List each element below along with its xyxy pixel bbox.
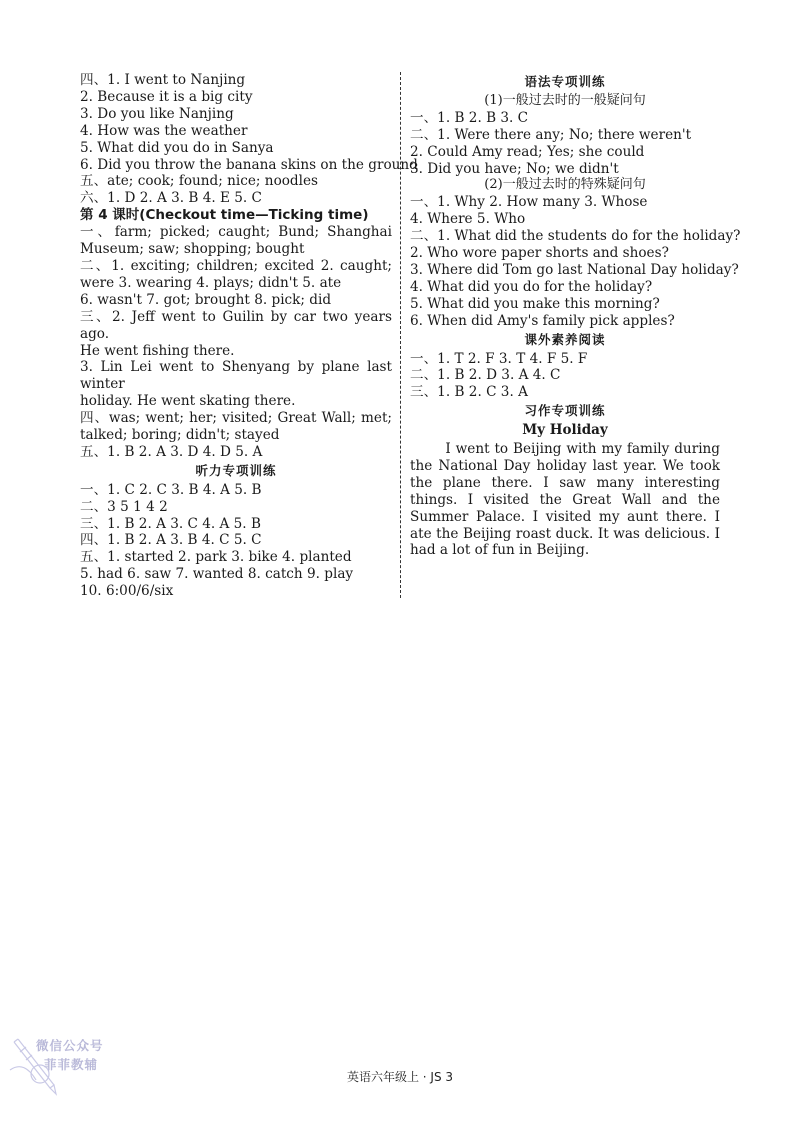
answer-line: 6. Did you throw the banana skins on the ground: [80, 156, 418, 173]
watermark: [6, 1030, 146, 1100]
column-divider: [400, 72, 401, 598]
answer-line: 4. Where 5. Who: [410, 211, 526, 228]
answer-line: 一、farm; picked; caught; Bund; Shanghai: [80, 224, 392, 241]
answer-line: 3. Lin Lei went to Shenyang by plane last winter: [80, 359, 392, 393]
answer-line: 5. What did you make this morning?: [410, 295, 660, 312]
answer-line: 3. Where did Tom go last National Day holiday?: [410, 261, 739, 278]
answer-line: He went fishing there.: [80, 342, 235, 359]
answer-line: holiday. He went skating there.: [80, 393, 296, 410]
left-part3: [80, 482, 392, 600]
watermark-line-2: 菲菲教辅: [44, 1057, 99, 1072]
left-part1: [80, 72, 418, 207]
answer-line: 2. Who wore paper shorts and shoes?: [410, 245, 669, 262]
answer-line: were 3. wearing 4. plays; didn't 5. ate: [80, 274, 342, 291]
watermark-line-1: 微信公众号: [36, 1038, 104, 1053]
answer-line: 五、1. started 2. park 3. bike 4. planted: [80, 549, 352, 566]
answer-line: 6. wasn't 7. got; brought 8. pick; did: [80, 291, 332, 308]
answer-line: 2. Could Amy read; Yes; she could: [410, 143, 645, 160]
answer-line: 10. 6:00/6/six: [80, 583, 174, 600]
answer-line: 一、1. T 2. F 3. T 4. F 5. F: [410, 350, 588, 367]
answer-line: talked; boring; didn't; stayed: [80, 427, 280, 444]
right-part1: [410, 110, 720, 178]
right-part3: [410, 351, 720, 402]
left-part2: [80, 224, 392, 461]
grammar-subheading-1: (1)一般过去时的一般疑问句: [484, 92, 646, 108]
answer-line: 2. Because it is a big city: [80, 88, 253, 105]
page-footer: 英语六年级上 · JS 3: [346, 1070, 454, 1084]
listening-heading: 听力专项训练: [195, 462, 277, 478]
lesson4-heading: 第 4 课时(Checkout time—Ticking time): [80, 207, 369, 224]
answer-line: 5. What did you do in Sanya: [80, 139, 274, 156]
answer-line: 一、1. Why 2. How many 3. Whose: [410, 194, 648, 211]
answer-line: 五、1. B 2. A 3. D 4. D 5. A: [80, 443, 263, 460]
grammar-subheading-2: (2)一般过去时的特殊疑问句: [484, 177, 646, 193]
answer-line: 5. had 6. saw 7. wanted 8. catch 9. play: [80, 566, 354, 583]
writing-heading: 习作专项训练: [524, 403, 606, 419]
answer-line: 3. Did you have; No; we didn't: [410, 160, 619, 177]
answer-line: 二、1. exciting; children; excited 2. caught;: [80, 257, 392, 274]
right-part2: [410, 194, 741, 329]
answer-line: 四、1. I went to Nanjing: [80, 72, 246, 88]
answer-line: 一、1. C 2. C 3. B 4. A 5. B: [80, 481, 262, 498]
left-column: [80, 72, 418, 600]
answer-line: 三、1. B 2. C 3. A: [410, 384, 528, 401]
answer-line: 4. What did you do for the holiday?: [410, 278, 653, 295]
grammar-heading: 语法专项训练: [524, 74, 606, 89]
answer-line: 三、1. B 2. A 3. C 4. A 5. B: [80, 515, 261, 532]
answer-line: 二、1. B 2. D 3. A 4. C: [410, 367, 561, 384]
answer-line: 6. When did Amy's family pick apples?: [410, 312, 675, 329]
answer-line: 3. Do you like Nanjing: [80, 105, 234, 122]
answer-line: 四、was; went; her; visited; Great Wall; met;: [80, 410, 392, 427]
answer-line: 三、2. Jeff went to Guilin by car two years ago.: [80, 308, 392, 342]
answer-line: 一、1. B 2. B 3. C: [410, 109, 529, 126]
answer-line: 四、1. B 2. A 3. B 4. C 5. C: [80, 532, 262, 549]
answer-line: 4. How was the weather: [80, 122, 248, 139]
answer-line: 二、3 5 1 4 2: [80, 498, 168, 515]
answer-line: Museum; saw; shopping; bought: [80, 241, 305, 258]
answer-line: 二、1. Were there any; No; there weren't: [410, 126, 692, 143]
right-column: [410, 72, 741, 559]
reading-heading: 课外素养阅读: [524, 331, 606, 347]
answer-line: 五、ate; cook; found; nice; noodles: [80, 173, 319, 190]
essay-title: My Holiday: [522, 422, 608, 439]
answer-line: 二、1. What did the students do for the holiday?: [410, 228, 741, 245]
essay-body: I went to Beijing with my family during the National Day holiday last year. We took the plane there. I saw many interesting things. I visited the Great Wall and the Summer Palace. I visited my aunt there. I ate the Beijing roast duck. It was delicious. I had a lot of fun in Beijing.: [410, 441, 720, 559]
answer-line: 六、1. D 2. A 3. B 4. E 5. C: [80, 190, 262, 207]
